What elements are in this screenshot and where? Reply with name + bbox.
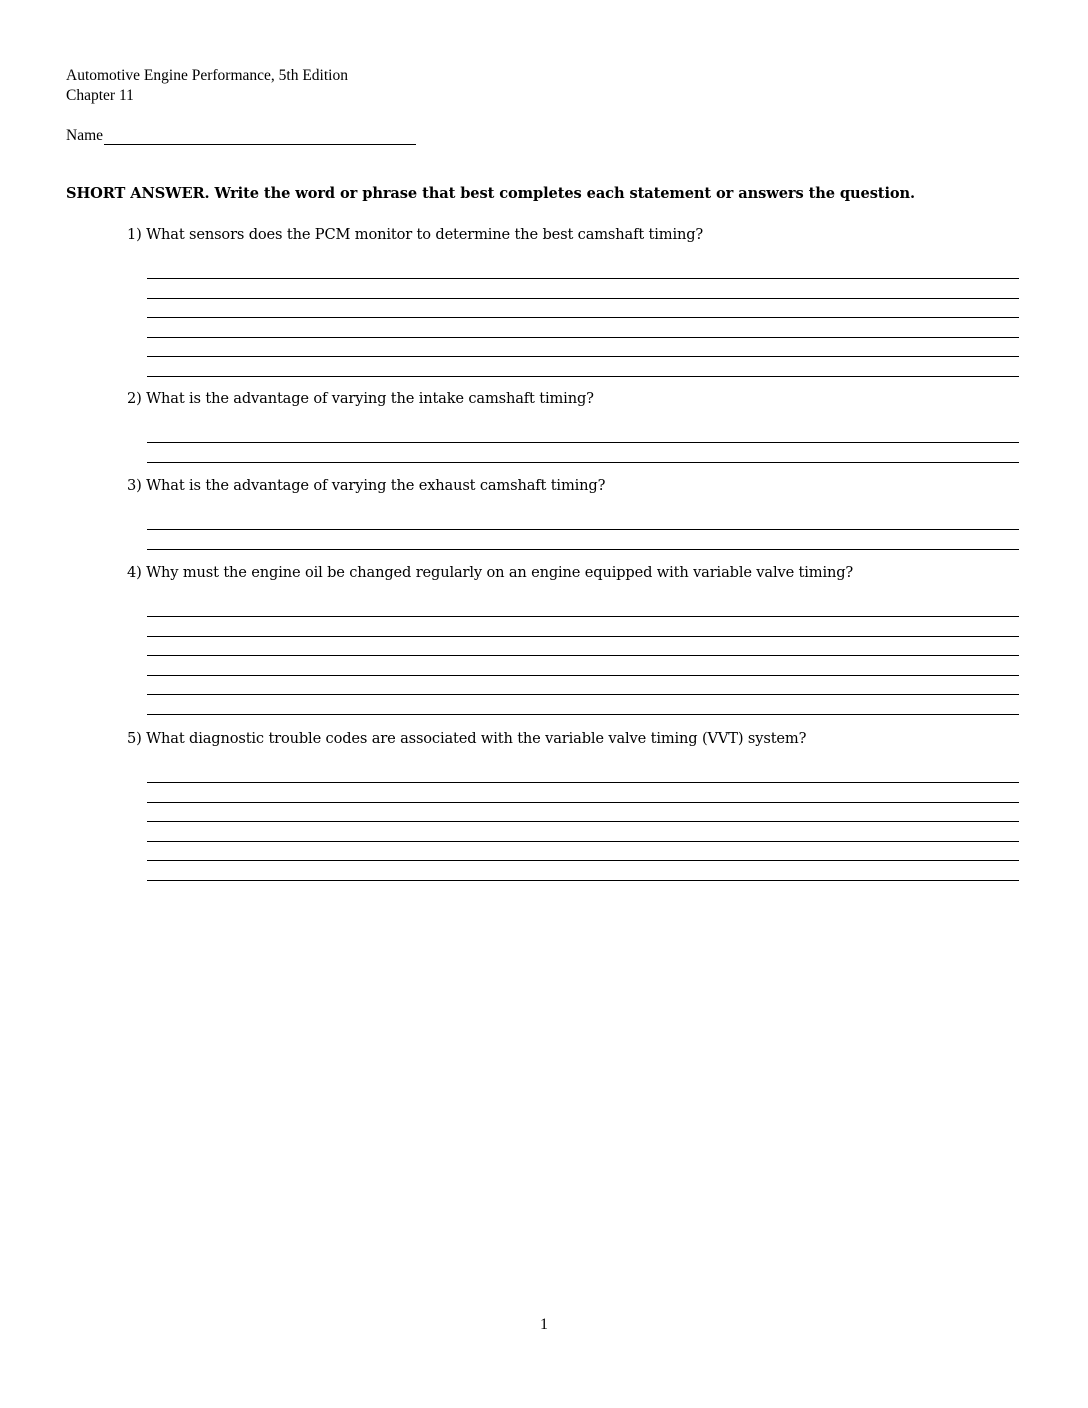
answer-line[interactable] xyxy=(147,261,1019,279)
answer-line[interactable] xyxy=(147,637,1019,657)
answer-line[interactable] xyxy=(147,299,1019,319)
question xyxy=(127,390,1019,463)
answer-line[interactable] xyxy=(147,443,1019,463)
question-text: 5) What diagnostic trouble codes are associated with the variable valve timing (VVT) system? xyxy=(127,730,807,747)
answer-line[interactable] xyxy=(147,765,1019,783)
answer-line[interactable] xyxy=(147,599,1019,617)
answer-line[interactable] xyxy=(147,357,1019,377)
name-blank-line xyxy=(104,125,416,145)
answer-line[interactable] xyxy=(147,512,1019,530)
answer-line[interactable] xyxy=(147,803,1019,823)
name-field xyxy=(66,125,416,145)
answer-line[interactable] xyxy=(147,676,1019,696)
answer-line[interactable] xyxy=(147,338,1019,358)
answer-line[interactable] xyxy=(147,783,1019,803)
answer-lines xyxy=(147,599,1019,715)
answer-line[interactable] xyxy=(147,842,1019,862)
question xyxy=(127,730,1019,881)
question xyxy=(127,564,1019,715)
answer-lines xyxy=(147,765,1019,881)
answer-line[interactable] xyxy=(147,822,1019,842)
answer-line[interactable] xyxy=(147,617,1019,637)
document-title: Automotive Engine Performance, 5th Edition xyxy=(66,67,348,84)
question-text: 3) What is the advantage of varying the exhaust camshaft timing? xyxy=(127,477,606,494)
answer-line[interactable] xyxy=(147,861,1019,881)
answer-line[interactable] xyxy=(147,695,1019,715)
answer-line[interactable] xyxy=(147,656,1019,676)
answer-lines xyxy=(147,261,1019,377)
chapter-label: Chapter 11 xyxy=(66,87,134,104)
question-text: 4) Why must the engine oil be changed regularly on an engine equipped with variable valve timing? xyxy=(127,564,854,581)
answer-lines xyxy=(147,425,1019,463)
question-text: 2) What is the advantage of varying the intake camshaft timing? xyxy=(127,390,594,407)
answer-lines xyxy=(147,512,1019,550)
answer-line[interactable] xyxy=(147,279,1019,299)
name-label: Name xyxy=(66,127,104,144)
answer-line[interactable] xyxy=(147,318,1019,338)
answer-line[interactable] xyxy=(147,530,1019,550)
section-heading: SHORT ANSWER. Write the word or phrase that best completes each statement or answers the question. xyxy=(66,185,916,202)
question-text: 1) What sensors does the PCM monitor to determine the best camshaft timing? xyxy=(127,226,704,243)
question xyxy=(127,477,1019,550)
page-number: 1 xyxy=(540,1316,548,1333)
answer-line[interactable] xyxy=(147,425,1019,443)
question xyxy=(127,226,1019,377)
